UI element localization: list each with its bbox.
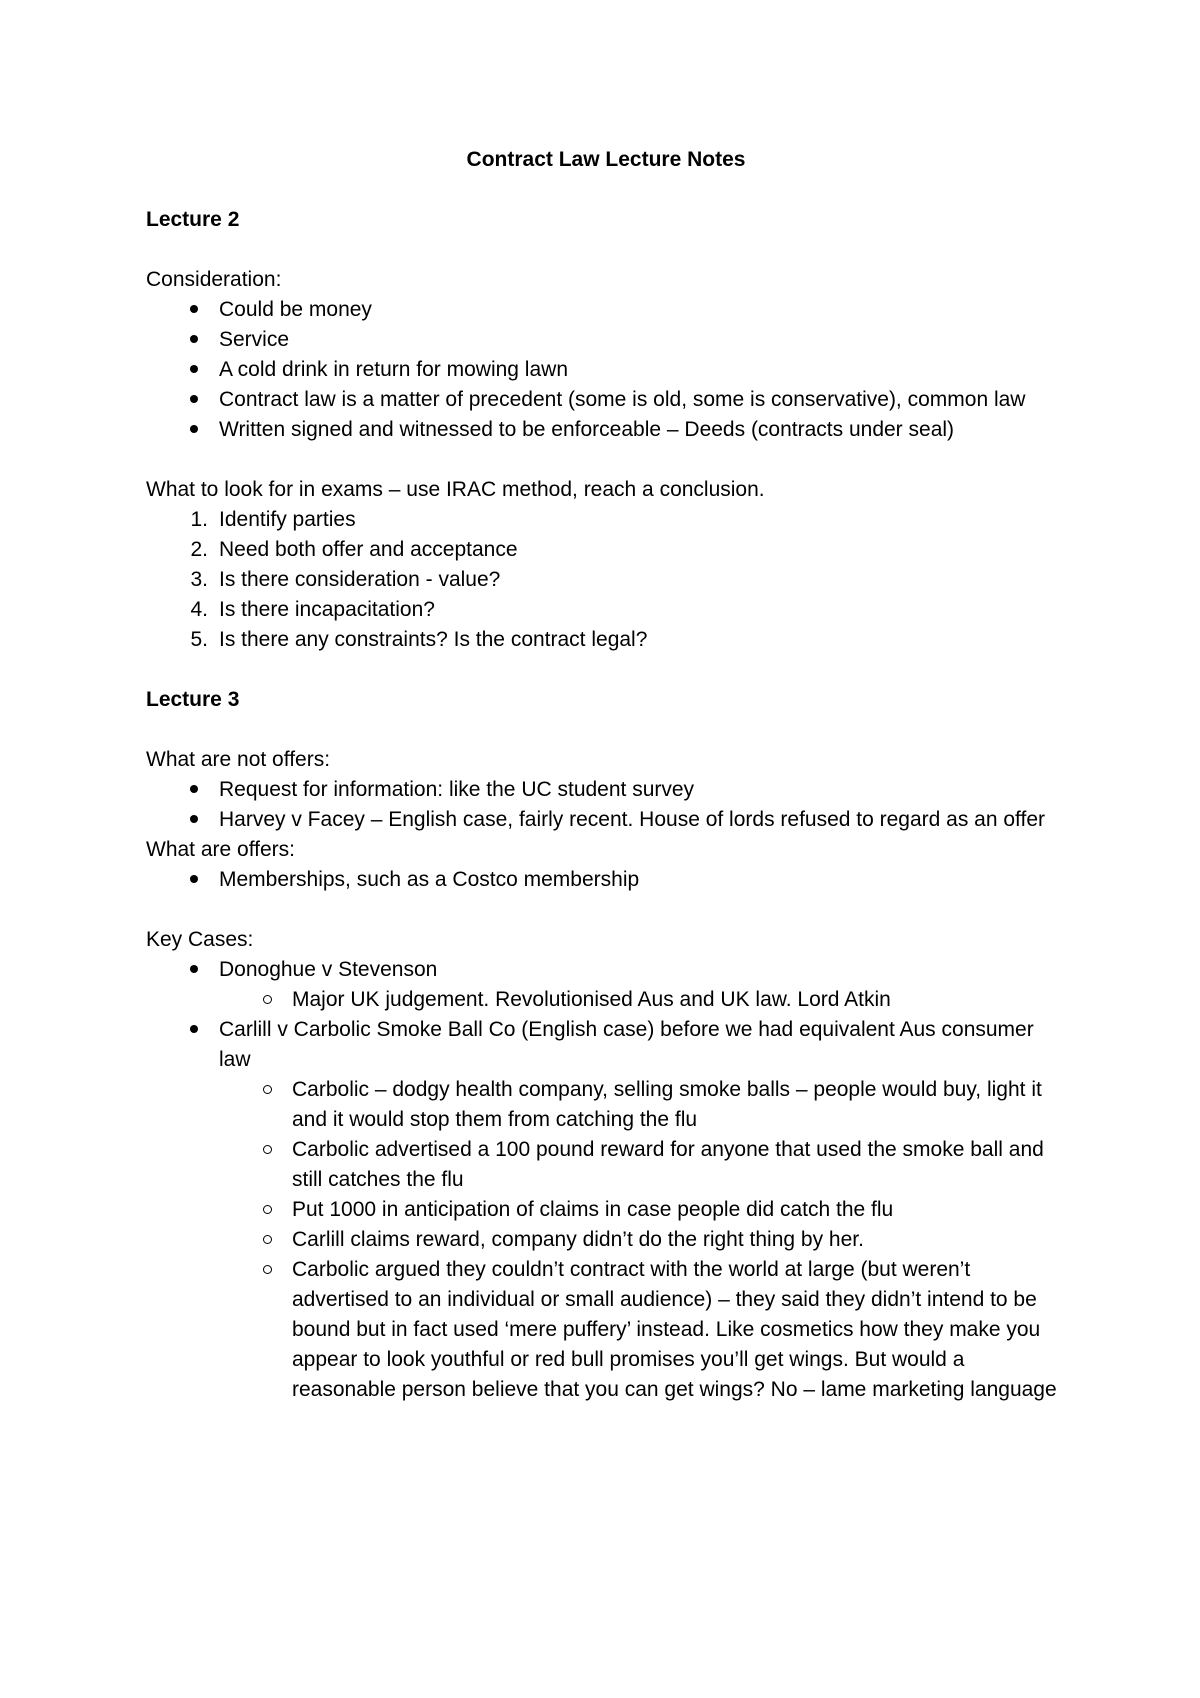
spacer — [146, 445, 1066, 475]
bullet-icon — [184, 775, 204, 805]
list-item — [146, 865, 1066, 895]
document-body — [146, 145, 1066, 1405]
circle-bullet-icon — [259, 1135, 275, 1165]
lecture-3-heading: Lecture 3 — [146, 688, 240, 711]
case-note — [146, 985, 1066, 1015]
item-number: 5. — [190, 628, 208, 651]
list-item — [146, 415, 1066, 445]
bullet-icon — [184, 325, 204, 355]
bullet-icon — [184, 415, 204, 445]
lecture-2-heading: Lecture 2 — [146, 208, 240, 231]
bullet-icon — [184, 955, 204, 985]
case-note — [146, 1255, 1066, 1405]
offers-label: What are offers: — [146, 838, 296, 861]
case-note-text: Major UK judgement. Revolutionised Aus and UK law. Lord Atkin — [292, 988, 891, 1011]
case-note-text: Carbolic – dodgy health company, selling smoke balls – people would buy, light it and it would stop them from catching the flu — [292, 1078, 1042, 1131]
bullet-icon — [184, 1015, 204, 1045]
list-item-text: Need both offer and acceptance — [219, 538, 518, 561]
offers-list — [146, 865, 1066, 895]
list-item-text: Memberships, such as a Costco membership — [219, 868, 640, 891]
numbered-item — [146, 595, 1066, 625]
case-item — [146, 955, 1066, 985]
circle-bullet-icon — [259, 1225, 275, 1255]
list-item-text: Contract law is a matter of precedent (some is old, some is conservative), common law — [219, 388, 1026, 411]
case-note — [146, 1225, 1066, 1255]
numbered-item — [146, 505, 1066, 535]
list-item-text: Written signed and witnessed to be enforceable – Deeds (contracts under seal) — [219, 418, 955, 441]
list-item — [146, 805, 1066, 835]
list-item-text: A cold drink in return for mowing lawn — [219, 358, 568, 381]
exams-label: What to look for in exams – use IRAC method, reach a conclusion. — [146, 478, 765, 501]
list-item-text: Is there any constraints? Is the contract legal? — [219, 628, 648, 651]
numbered-item — [146, 625, 1066, 655]
bullet-icon — [184, 385, 204, 415]
case-note — [146, 1135, 1066, 1195]
exam-steps-list — [146, 505, 1066, 655]
list-item-text: Is there consideration - value? — [219, 568, 501, 591]
list-item-text: Is there incapacitation? — [219, 598, 435, 621]
case-name: Donoghue v Stevenson — [219, 958, 438, 981]
circle-bullet-icon — [259, 985, 275, 1015]
list-item-text: Request for information: like the UC student survey — [219, 778, 695, 801]
list-item — [146, 385, 1066, 415]
case-note-text: Put 1000 in anticipation of claims in case people did catch the flu — [292, 1198, 894, 1221]
spacer — [146, 175, 1066, 205]
item-number: 1. — [190, 508, 208, 531]
circle-bullet-icon — [259, 1255, 275, 1285]
key-cases-label: Key Cases: — [146, 928, 254, 951]
bullet-icon — [184, 865, 204, 895]
item-number: 4. — [190, 598, 208, 621]
key-cases-list — [146, 955, 1066, 1405]
bullet-icon — [184, 355, 204, 385]
case-note — [146, 1075, 1066, 1135]
list-item — [146, 295, 1066, 325]
consideration-label: Consideration: — [146, 268, 282, 291]
list-item-text: Service — [219, 328, 290, 351]
bullet-icon — [184, 805, 204, 835]
document-title-text: Contract Law Lecture Notes — [466, 148, 746, 171]
numbered-item — [146, 565, 1066, 595]
list-item — [146, 325, 1066, 355]
list-item-text: Identify parties — [219, 508, 356, 531]
spacer — [146, 715, 1066, 745]
case-note-text: Carbolic advertised a 100 pound reward for anyone that used the smoke ball and still catches the flu — [292, 1138, 1044, 1191]
bullet-icon — [184, 295, 204, 325]
not-offers-label: What are not offers: — [146, 748, 331, 771]
case-name: Carlill v Carbolic Smoke Ball Co (English case) before we had equivalent Aus consumer law — [219, 1018, 1034, 1071]
case-note-text: Carbolic argued they couldn’t contract with the world at large (but weren’t advertised to an individual or small audience) – they said they didn’t intend to be bound but in fact used ‘mere puffery’ instead. Like cosmetics how they make you appear to look youthful or red bull promises you’ll get wings. But would a reasonable person believe that you can get wings? No – lame marketing language — [292, 1258, 1057, 1401]
item-number: 3. — [190, 568, 208, 591]
spacer — [146, 235, 1066, 265]
list-item-text: Harvey v Facey – English case, fairly recent. House of lords refused to regard as an offer — [219, 808, 1046, 831]
list-item-text: Could be money — [219, 298, 372, 321]
circle-bullet-icon — [259, 1195, 275, 1225]
case-item — [146, 1015, 1066, 1075]
document-title — [0, 145, 1066, 175]
case-note — [146, 1195, 1066, 1225]
numbered-item — [146, 535, 1066, 565]
spacer — [146, 655, 1066, 685]
not-offers-list — [146, 775, 1066, 835]
consideration-list — [146, 295, 1066, 445]
spacer — [146, 895, 1066, 925]
list-item — [146, 355, 1066, 385]
list-item — [146, 775, 1066, 805]
item-number: 2. — [190, 538, 208, 561]
case-note-text: Carlill claims reward, company didn’t do the right thing by her. — [292, 1228, 864, 1251]
circle-bullet-icon — [259, 1075, 275, 1105]
